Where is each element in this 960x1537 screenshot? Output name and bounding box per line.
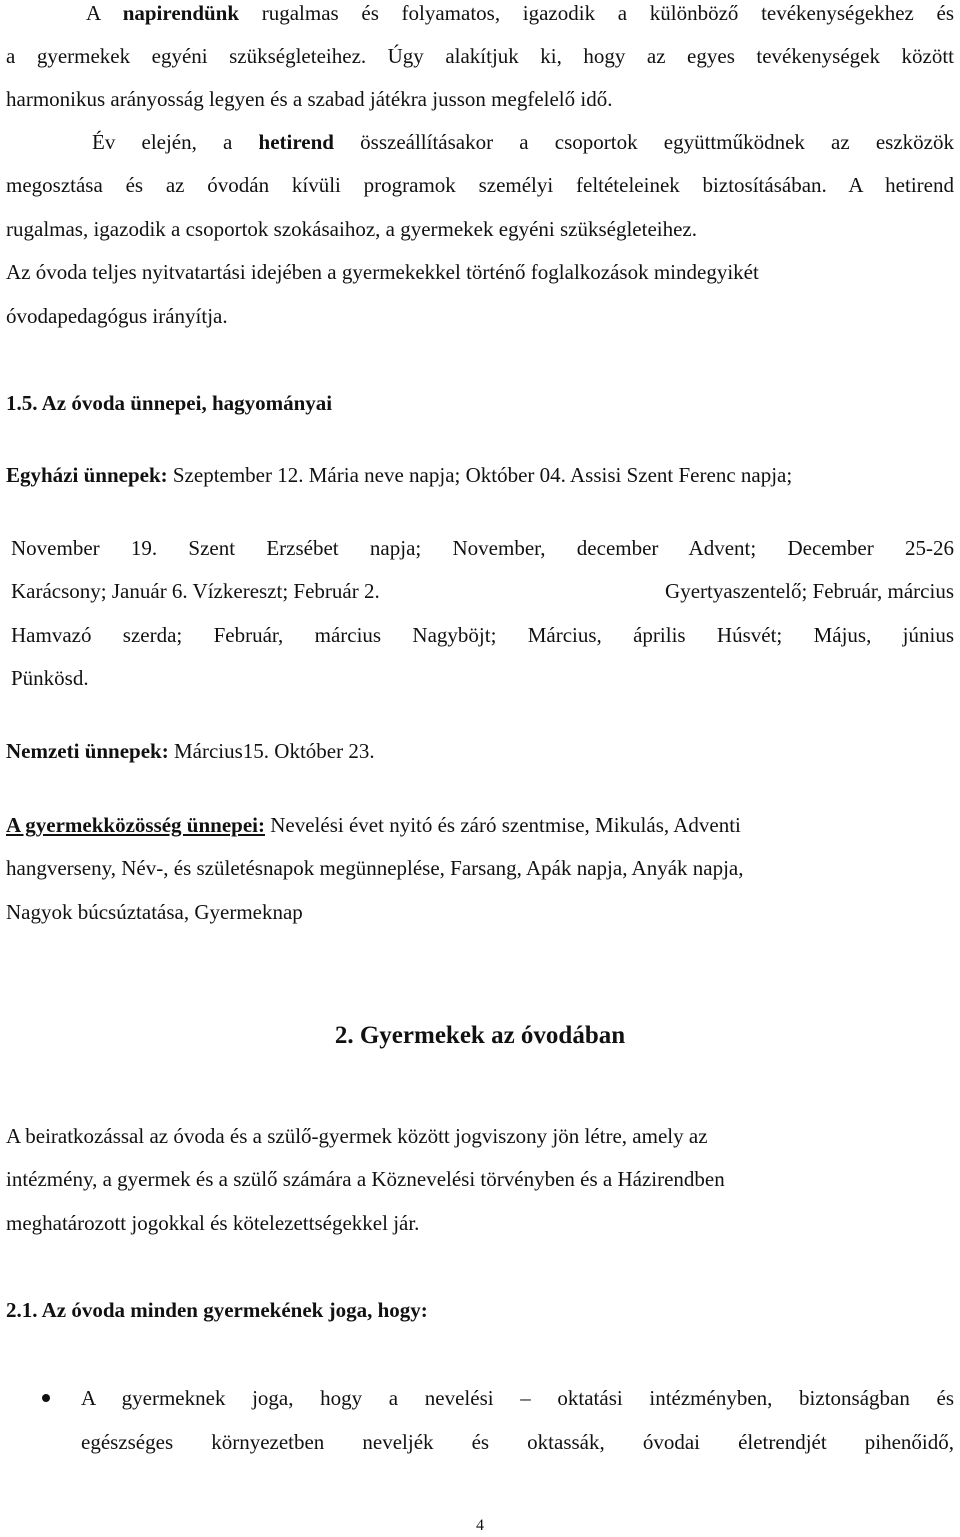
church-holidays-line: Pünkösd. xyxy=(11,666,89,690)
paragraph-line: meghatározott jogokkal és kötelezettségekkel jár. xyxy=(6,1211,420,1235)
list-item: egészséges környezetben neveljék és oktassák, óvodai életrendjét pihenőidő, xyxy=(81,1430,954,1454)
church-holidays-line: November 19. Szent Erzsébet napja; November, december Advent; December 25-26 xyxy=(11,536,954,560)
community-holidays-line: A gyermekközösség ünnepei: Nevelési évet nyitó és záró szentmise, Mikulás, Adventi xyxy=(6,813,741,837)
community-holidays-label: A gyermekközösség ünnepei: xyxy=(6,813,265,837)
paragraph-line: A beiratkozással az óvoda és a szülő-gyermek között jogviszony jön létre, amely az xyxy=(6,1124,708,1148)
paragraph-line: Év elején, a hetirend összeállításakor a csoportok együttműködnek az eszközök xyxy=(92,130,954,154)
list-item: A gyermeknek joga, hogy a nevelési – oktatási intézményben, biztonságban és xyxy=(81,1386,954,1410)
paragraph-line: intézmény, a gyermek és a szülő számára a Köznevelési törvényben és a Házirendben xyxy=(6,1167,725,1191)
paragraph-line: megosztása és az óvodán kívüli programok személyi feltételeinek biztosításában. A hetirend xyxy=(6,173,954,197)
national-holidays-line: Nemzeti ünnepek: Március15. Október 23. xyxy=(6,739,375,763)
community-holidays-line: hangverseny, Név-, és születésnapok megünneplése, Farsang, Apák napja, Anyák napja, xyxy=(6,856,744,880)
paragraph-line: Az óvoda teljes nyitvatartási idejében a gyermekekkel történő foglalkozások mindegyikét xyxy=(6,260,759,284)
paragraph-line: A napirendünk rugalmas és folyamatos, igazodik a különböző tevékenységekhez és xyxy=(86,1,954,25)
page-number: 4 xyxy=(476,1517,484,1534)
chapter-heading: 2. Gyermekek az óvodában xyxy=(334,1022,626,1049)
church-holidays-line: Karácsony; Január 6. Vízkereszt; Február 2. Gyertyaszentelő; Február, március xyxy=(11,579,954,603)
community-holidays-line: Nagyok búcsúztatása, Gyermeknap xyxy=(6,900,303,924)
church-holidays-label: Egyházi ünnepek: xyxy=(6,463,168,487)
church-holidays-line: Hamvazó szerda; Február, március Nagyböjt; Március, április Húsvét; Május, június xyxy=(11,623,954,647)
bullet-dot-icon xyxy=(42,1394,50,1402)
church-holidays-line: Egyházi ünnepek: Szeptember 12. Mária neve napja; Október 04. Assisi Szent Ferenc napja; xyxy=(6,463,793,487)
paragraph-line: harmonikus arányosság legyen és a szabad játékra jusson megfelelő idő. xyxy=(6,87,613,111)
national-holidays-label: Nemzeti ünnepek: xyxy=(6,739,169,763)
paragraph-line: óvodapedagógus irányítja. xyxy=(6,304,228,328)
paragraph-line: rugalmas, igazodik a csoportok szokásaihoz, a gyermekek egyéni szükségleteihez. xyxy=(6,217,698,241)
bold-term: hetirend xyxy=(258,130,334,154)
section-heading: 1.5. Az óvoda ünnepei, hagyományai xyxy=(6,391,333,415)
paragraph-line: a gyermekek egyéni szükségleteihez. Úgy alakítjuk ki, hogy az egyes tevékenységek között xyxy=(6,44,954,68)
section-heading: 2.1. Az óvoda minden gyermekének joga, hogy: xyxy=(6,1298,428,1322)
bold-term: napirendünk xyxy=(122,1,240,25)
